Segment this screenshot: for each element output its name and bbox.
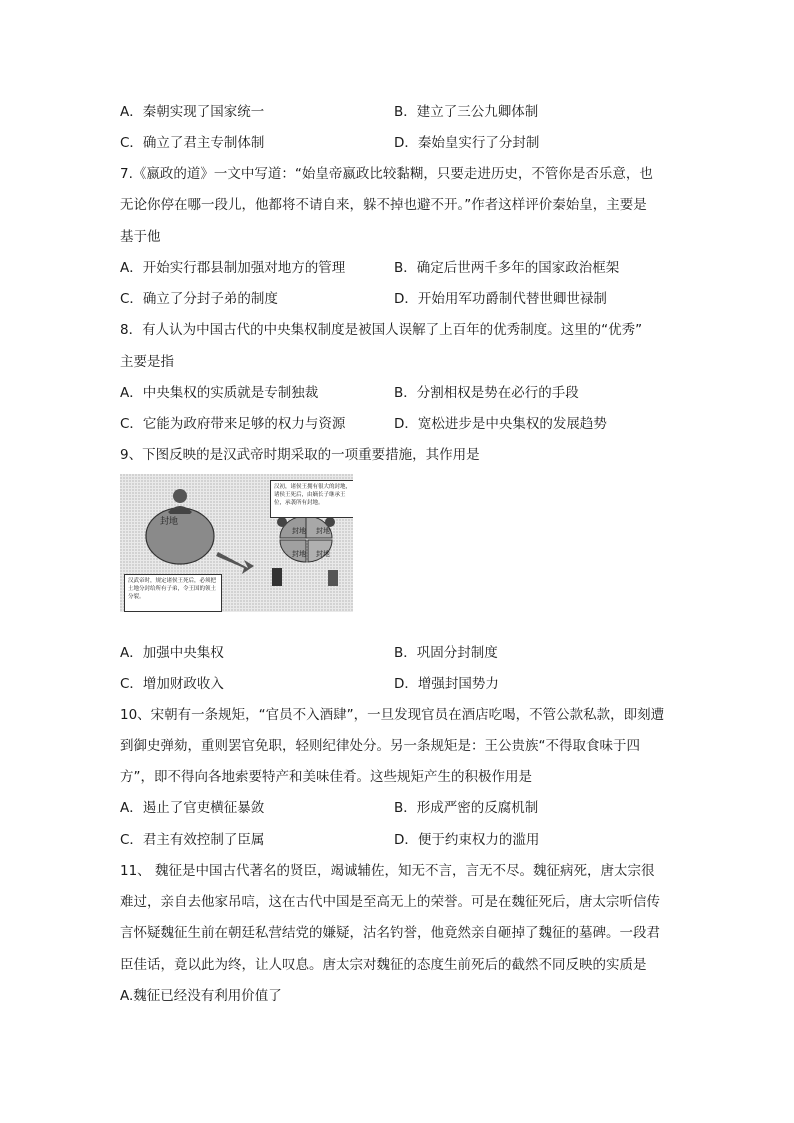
q9-option-b: B．巩固分封制度 [394, 645, 498, 661]
q7-option-a: A．开始实行郡县制加强对地方的管理 [120, 260, 346, 276]
q6-option-a: A．秦朝实现了国家统一 [120, 104, 265, 120]
q7-stem-line2: 无论你停在哪一段儿，他都将不请自来，躲不掉也避不开。”作者这样评价秦始皇，主要是 [120, 197, 647, 213]
q7-stem-line1: 7.《嬴政的道》一文中写道：“始皇帝嬴政比较黏糊，只要走进历史，不管你是否乐意，也 [120, 166, 653, 182]
land-label-3: 封地 [292, 550, 306, 558]
q9-option-d: D．增强封国势力 [394, 676, 499, 692]
q8-option-d: D．宽松进步是中央集权的发展趋势 [394, 416, 607, 432]
q8-option-b: B．分割相权是势在必行的手段 [394, 385, 579, 401]
q10-option-c: C．君主有效控制了臣属 [120, 832, 265, 848]
prince-figure-3 [272, 568, 282, 586]
q9-option-a: A．加强中央集权 [120, 645, 224, 661]
q7-option-b: B．确定后世两千多年的国家政治框架 [394, 260, 620, 276]
big-land-sphere [146, 508, 214, 564]
q9-figure [120, 474, 353, 612]
q10-stem-line2: 到御史弹劾，重则罢官免职，轻则纪律处分。另一条规矩是：王公贵族“不得取食味于四 [120, 738, 640, 754]
q10-option-a: A．遏止了官吏横征暴敛 [120, 800, 265, 816]
q8-stem-line2: 主要是指 [120, 354, 174, 370]
q7-option-c: C．确立了分封子弟的制度 [120, 291, 278, 307]
q6-option-d: D．秦始皇实行了分封制 [394, 135, 540, 151]
q6-option-c: C．确立了君主专制体制 [120, 135, 265, 151]
q11-stem-line4: 臣佳话，竟以此为终，让人叹息。唐太宗对魏征的态度生前死后的截然不同反映的实质是 [120, 957, 647, 973]
prince-figure-1 [277, 517, 287, 527]
big-land-label: 封地 [160, 517, 179, 527]
q8-option-a: A．中央集权的实质就是专制独裁 [120, 385, 319, 401]
q10-stem-line1: 10、宋朝有一条规矩，“官员不入酒肆”，一旦发现官员在酒店吃喝，不管公款私款，即刻遭 [120, 707, 665, 723]
q8-option-c: C．它能为政府带来足够的权力与资源 [120, 416, 346, 432]
q9-stem-line1: 9、下图反映的是汉武帝时期采取的一项重要措施，其作用是 [120, 447, 480, 463]
q10-option-d: D．便于约束权力的滥用 [394, 832, 540, 848]
q7-stem-line3: 基于他 [120, 229, 161, 245]
q10-option-b: B．形成严密的反腐机制 [394, 800, 539, 816]
land-label-1: 封地 [292, 527, 306, 535]
q8-stem-line1: 8．有人认为中国古代的中央集权制度是被国人误解了上百年的优秀制度。这里的“优秀” [120, 322, 643, 338]
q11-option-a: A.魏征已经没有利用价值了 [120, 988, 282, 1004]
figure-caption-bottom: 汉武帝时，规定诸侯王死后，必须把土地分封给所有子弟，令王国的领土分裂。 [124, 574, 222, 612]
q6-option-b: B．建立了三公九卿体制 [394, 104, 539, 120]
q11-stem-line2: 难过，亲自去他家吊唁，这在古代中国是至高无上的荣誉。可是在魏征死后，唐太宗听信传 [120, 894, 660, 910]
king-figure-head [173, 489, 187, 503]
q7-option-d: D．开始用军功爵制代替世卿世禄制 [394, 291, 607, 307]
q11-stem-line1: 11、 魏征是中国古代著名的贤臣，竭诚辅佐，知无不言，言无不尽。魏征病死，唐太宗很 [120, 863, 655, 879]
land-label-4: 封地 [316, 550, 330, 558]
prince-figure-4 [328, 570, 338, 586]
figure-caption-top: 汉初，诸侯王拥有很大的封地，诸侯王死后，由嫡长子继承王位，承袭所有封地。 [270, 480, 353, 518]
q9-option-c: C．增加财政收入 [120, 676, 224, 692]
land-label-2: 封地 [316, 527, 330, 535]
q10-stem-line3: 方”，即不得向各地索要特产和美味佳肴。这些规矩产生的积极作用是 [120, 769, 532, 785]
q11-stem-line3: 言怀疑魏征生前在朝廷私营结党的嫌疑，沽名钓誉，他竟然亲自砸掉了魏征的墓碑。一段君 [120, 925, 660, 941]
